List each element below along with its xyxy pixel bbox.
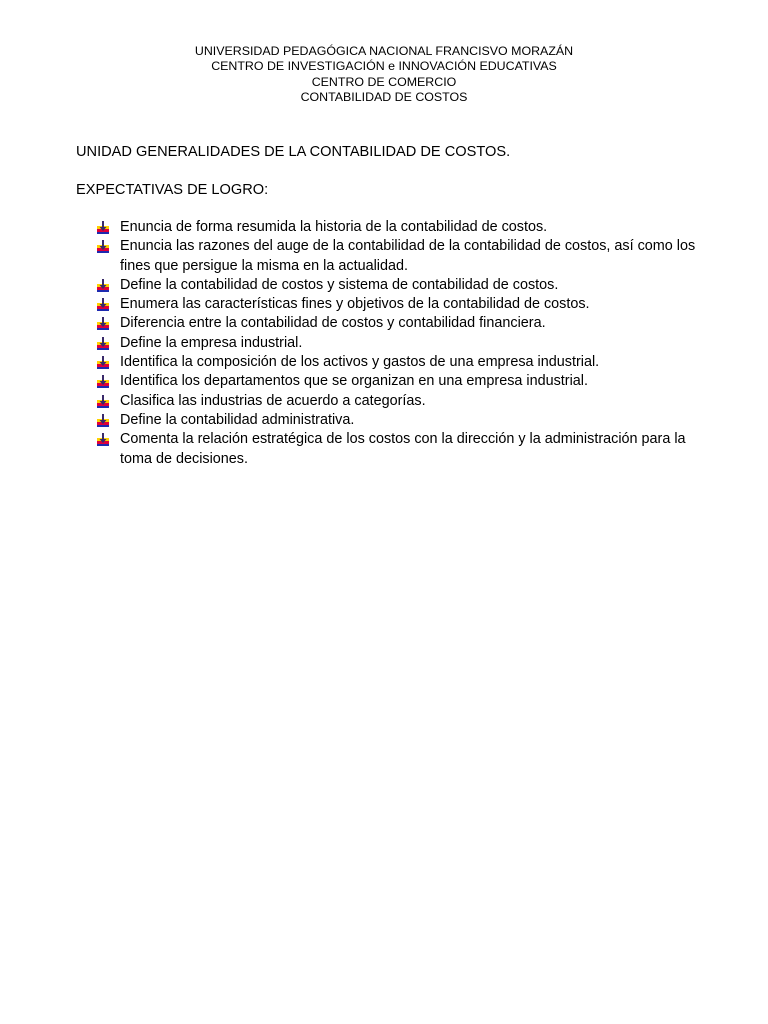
- objective-text: Define la empresa industrial.: [120, 334, 303, 351]
- down-arrow-bullet-icon: [96, 317, 110, 330]
- objective-text: Clasifica las industrias de acuerdo a categorías.: [120, 392, 426, 409]
- objective-text: Define la contabilidad de costos y sistema de contabilidad de costos.: [120, 276, 559, 293]
- objective-text: Enuncia de forma resumida la historia de la contabilidad de costos.: [120, 219, 548, 235]
- objective-item: [96, 295, 716, 314]
- objective-text: Define la contabilidad administrativa.: [120, 411, 355, 428]
- objective-item: [96, 392, 716, 411]
- header-commerce-center: CENTRO DE COMERCIO: [311, 74, 457, 89]
- objective-text: Identifica la composición de los activos y gastos de una empresa industrial.: [120, 354, 600, 371]
- objective-item: [96, 353, 716, 372]
- down-arrow-bullet-icon: [96, 414, 110, 427]
- objective-text: Diferencia entre la contabilidad de costos y contabilidad financiera.: [120, 315, 546, 332]
- objective-item: [96, 430, 716, 469]
- down-arrow-bullet-icon: [96, 279, 110, 292]
- header-course: CONTABILIDAD DE COSTOS: [300, 90, 468, 105]
- down-arrow-bullet-icon: [96, 221, 110, 234]
- document-header: [0, 44, 768, 106]
- objective-text: Comenta la relación estratégica de los costos con la dirección y la administración para la toma de decisiones.: [120, 431, 686, 467]
- expectations-title: EXPECTATIVAS DE LOGRO:: [76, 182, 269, 198]
- header-university: UNIVERSIDAD PEDAGÓGICA NACIONAL FRANCISVO MORAZÁN: [194, 44, 574, 58]
- down-arrow-bullet-icon: [96, 356, 110, 369]
- objective-text: Enumera las características fines y objetivos de la contabilidad de costos.: [120, 296, 590, 313]
- header-research-center: CENTRO DE INVESTIGACIÓN e INNOVACIÓN EDUCATIVAS: [211, 59, 557, 74]
- objective-text: Identifica los departamentos que se organizan en una empresa industrial.: [120, 373, 588, 390]
- objective-item: [96, 314, 716, 333]
- objective-item: [96, 276, 716, 295]
- objective-item: [96, 411, 716, 430]
- objective-item: [96, 334, 716, 353]
- unit-title: UNIDAD GENERALIDADES DE LA CONTABILIDAD DE COSTOS.: [76, 144, 511, 160]
- objectives-list: [96, 218, 716, 469]
- objective-item: [96, 218, 716, 237]
- down-arrow-bullet-icon: [96, 337, 110, 350]
- down-arrow-bullet-icon: [96, 395, 110, 408]
- down-arrow-bullet-icon: [96, 433, 110, 446]
- down-arrow-bullet-icon: [96, 240, 110, 253]
- down-arrow-bullet-icon: [96, 298, 110, 311]
- down-arrow-bullet-icon: [96, 375, 110, 388]
- objective-text: Enuncia las razones del auge de la contabilidad de la contabilidad de costos, así como los fines que persigue la misma en la actualidad.: [120, 238, 696, 274]
- objective-item: [96, 372, 716, 391]
- objective-item: [96, 237, 716, 276]
